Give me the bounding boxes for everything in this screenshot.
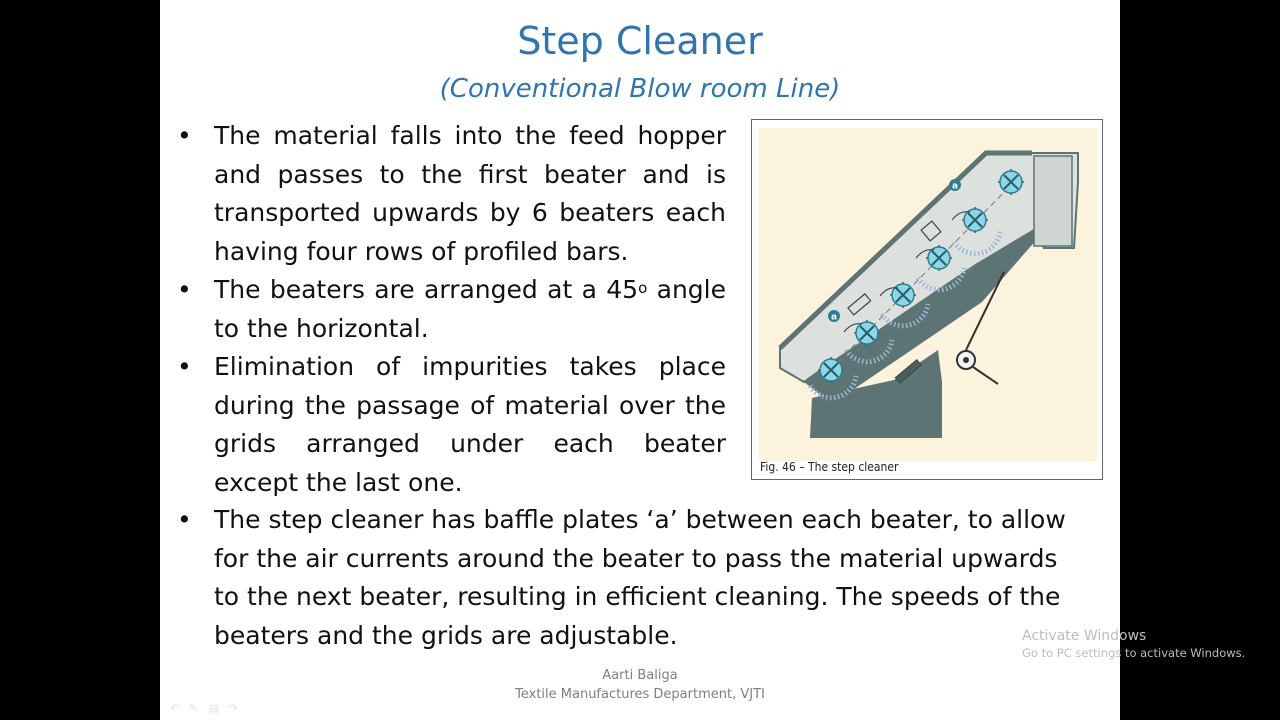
bullet-text: Elimination of impurities takes place during the passage of material over the grids arranged under each beater except the last one. <box>214 352 726 497</box>
bullet-dot: • <box>177 505 192 534</box>
footer-department: Textile Manufactures Department, VJTI <box>515 687 765 702</box>
figure-caption: Fig. 46 – The step cleaner <box>760 460 899 474</box>
bullet-item <box>177 271 726 348</box>
slide-nav-toolbar <box>170 697 265 715</box>
svg-text:a: a <box>951 181 959 192</box>
motor-hub <box>963 357 969 363</box>
bullet-item <box>177 501 1089 655</box>
bullet-text-part: angle to the horizontal. <box>214 275 726 343</box>
svg-text:a: a <box>830 312 838 323</box>
footer-author: Aarti Baliga <box>602 668 678 683</box>
next-arrow-icon[interactable]: ↷ <box>228 702 239 715</box>
bullet-text-part: The beaters are arranged at a 45 <box>214 275 639 304</box>
pen-icon[interactable]: ✎ <box>189 702 199 715</box>
bullet-item <box>177 117 726 271</box>
step-cleaner-figure <box>751 119 1103 480</box>
bullet-text: The material falls into the feed hopper and passes to the first beater and is transported upwards by 6 beaters each having four rows of profiled bars. <box>214 121 726 266</box>
step-cleaner-diagram <box>752 120 1104 481</box>
slide-subtitle: (Conventional Blow room Line) <box>439 74 841 104</box>
bullet-dot: • <box>177 275 192 304</box>
bullet-text <box>214 271 726 348</box>
degree-superscript: o <box>638 279 648 297</box>
menu-icon[interactable]: ▤ <box>208 702 219 715</box>
slide <box>160 0 1120 720</box>
bullet-item <box>177 348 726 502</box>
watermark-subtitle: Go to PC settings to activate Windows. <box>1022 646 1246 660</box>
watermark-title: Activate Windows <box>1022 628 1147 644</box>
activate-windows-watermark <box>1022 628 1245 660</box>
prev-arrow-icon[interactable]: ↶ <box>170 702 180 715</box>
outlet-box <box>1034 156 1072 246</box>
bullet-dot: • <box>177 121 192 150</box>
bullet-dot: • <box>177 352 192 381</box>
slide-title: Step Cleaner <box>517 19 763 63</box>
bullet-text: The step cleaner has baffle plates ‘a’ between each beater, to allow for the air currents around the beater to pass the material upwards to the next beater, resulting in efficient cleaning. The speeds of the beaters and the grids are adjustable. <box>214 505 1066 650</box>
